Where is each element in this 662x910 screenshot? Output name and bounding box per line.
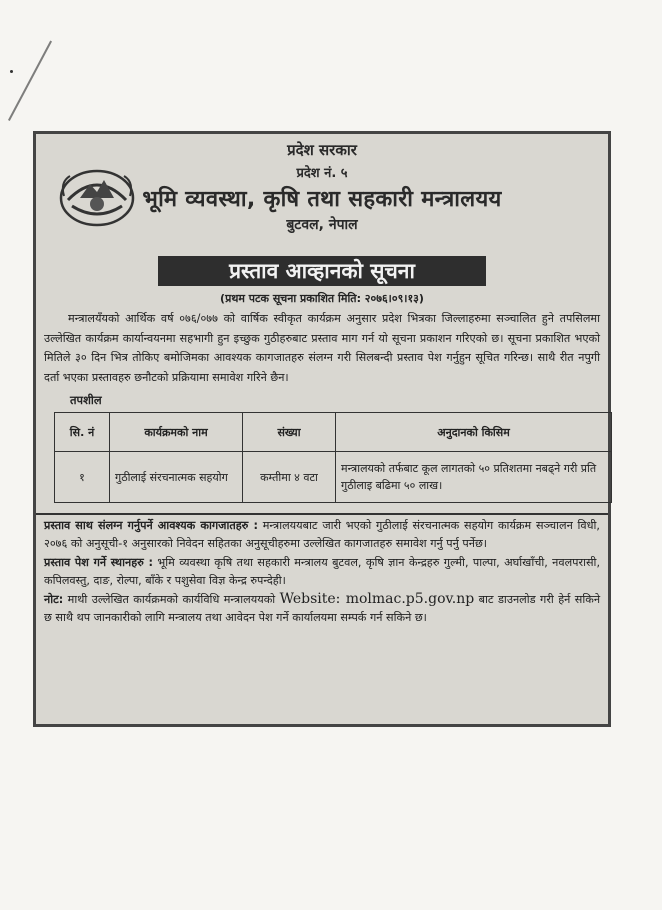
publication-date: (प्रथम पटक सूचना प्रकाशित मिति: २०७६।०९।१३) [220,292,424,305]
required-docs-label: प्रस्ताव साथ संलग्न गर्नुपर्ने आवश्यक कागजातहरु : [44,519,258,532]
scan-dot [10,70,13,73]
col-header-program: कार्यक्रमको नाम [110,413,243,452]
cell-serial: १ [55,452,110,503]
govt-name: प्रदेश सरकार [287,141,357,159]
ministry-location: बुटवल, नेपाल [286,217,358,233]
cell-grant-type: मन्त्रालयको तर्फबाट कूल लागतको ५० प्रतिशतमा नबढ्ने गरी प्रति गुठीलाइ बढिमा ५० लाख। [336,452,612,503]
col-header-grant-type: अनुदानको किसिम [336,413,612,452]
notice-header [44,140,600,252]
note [44,591,600,626]
scan-mark [8,41,52,121]
note-label: नोट: [44,593,64,606]
submission-label: प्रस्ताव पेश गर्ने स्थानहरु : [44,556,154,569]
note-text-before: माथी उल्लेखित कार्यक्रमको कार्यविधि मन्त्रालययको [67,593,276,606]
table-row [55,452,612,503]
province-number: प्रदेश नं. ५ [296,166,348,181]
nepal-emblem-icon [58,162,136,228]
details-label: तपशील [70,393,102,407]
required-docs-text: मन्त्रालययबाट जारी भएको गुठीलाई संरचनात्मक सहयोग कार्यक्रम सञ्चालन विधी, २०७६ को अनुसूची-१ अनुसारको निवेदन सहितका अनुसूचीहरुमा उल्लेखित कागजातहरु समावेश गर्नु पर्नु पर्नेछ। [44,519,600,550]
table-header-row [55,413,612,452]
col-header-quantity: संख्या [243,413,336,452]
website-link[interactable]: Website: molmac.p5.gov.np [279,591,475,607]
notice-box [33,131,611,727]
program-table [54,412,612,503]
ministry-name: भूमि व्यवस्था, कृषि तथा सहकारी मन्त्रालयय [142,187,502,212]
cell-quantity: कम्तीमा ४ वटा [243,452,336,503]
intro-paragraph: मन्त्रालयँयको आर्थिक वर्ष ०७६/०७७ को वार्षिक स्वीकृत कार्यक्रम अनुसार प्रदेश भित्रका जिल्लाहरुमा सञ्चालित हुने तपसिलमा उल्लेखित कार्यक्रम कार्यान्वयनमा सहभागी हुन इच्छुक गुठीहरुबाट प्रस्ताव माग गर्न यो सूचना प्रकाशन गरिएको छ। सूचना प्रकाशित भएको मितिले ३० दिन भित्र तोकिए बमोजिमका आवश्यक कागजातहरु संलग्न गरी सिलबन्दी प्रस्ताव पेश गर्नुहुन सूचित गरिन्छ। साथै रीत नपुगी दर्ता भएका प्रस्तावहरु छनौटको प्रक्रियामा समावेश गरिने छैन। [44,312,600,384]
cell-program: गुठीलाई संरचनात्मक सहयोग [110,452,243,503]
required-docs [44,517,600,552]
col-header-serial: सि. नं [55,413,110,452]
submission-text: भूमि व्यवस्था कृषि तथा सहकारी मन्त्रालय बुटवल, कृषि ज्ञान केन्द्रहरु गुल्मी, पाल्पा, अर्घाखाँची, नवलपरासी, कपिलवस्तु, दाङ, रोल्पा, बाँके र पशुसेवा विज्ञ केन्द्र रुपन्देही। [44,556,600,587]
note-text-after: बाट डाउनलोड गरी हेर्न सकिने छ साथै थप जानकारीको लागि मन्त्रालय तथा आवेदन पेश गर्ने कार्यालयमा सम्पर्क गर्न सकिने छ। [44,593,601,624]
submission-places [44,554,600,589]
notice-title: प्रस्ताव आव्हानको सूचना [158,256,486,286]
section-divider [36,513,608,515]
